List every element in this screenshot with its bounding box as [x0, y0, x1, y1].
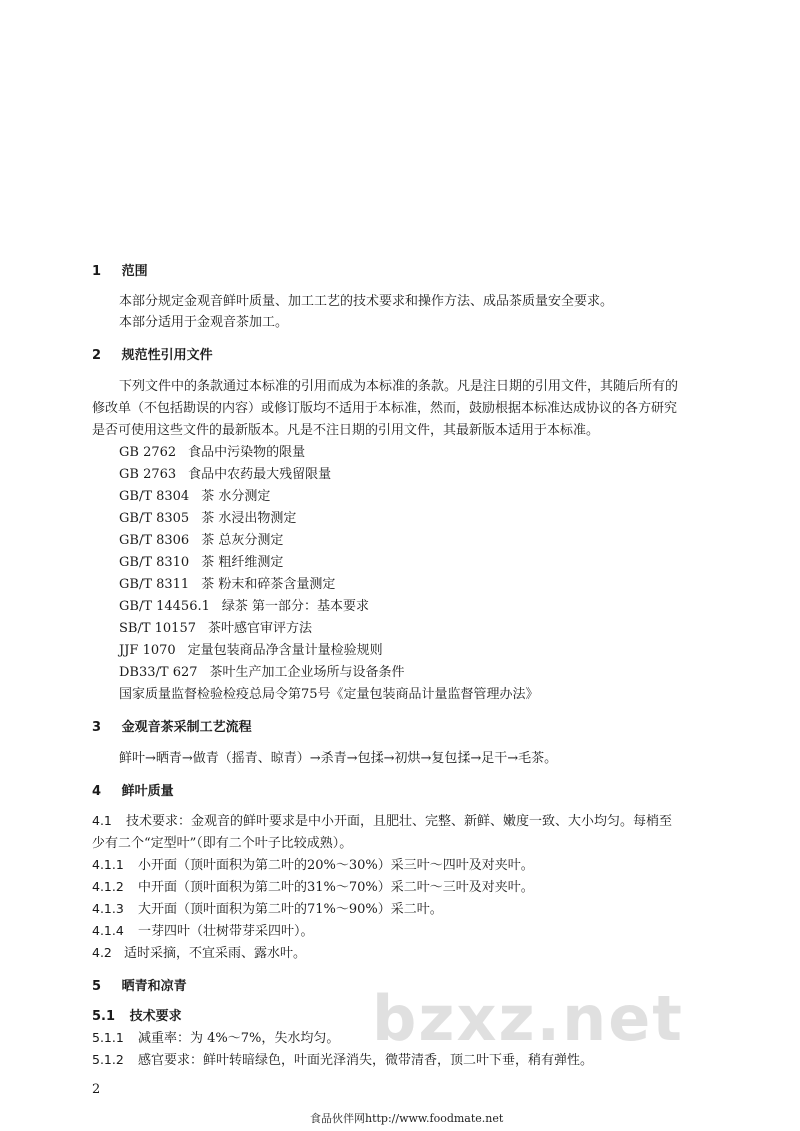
reference-code: GB 2762 [119, 445, 177, 460]
section-title: 规范性引用文件 [121, 348, 213, 363]
section-title: 金观音茶采制工艺流程 [121, 720, 252, 735]
reference-title: 茶叶感官审评方法 [208, 621, 313, 636]
paragraph-line: 是否可使用这些文件的最新版本。凡是不注日期的引用文件，其最新版本适用于本标准。 [92, 423, 600, 438]
footer-source: 食品伙伴网http://www.foodmate.net [310, 1112, 504, 1125]
clause-number: 5.1.2 [92, 1052, 124, 1067]
clause-item [92, 942, 306, 961]
section-title: 鲜叶质量 [121, 784, 174, 799]
reference-title: 绿茶 第一部分：基本要求 [221, 599, 370, 614]
clause-number: 4.1.2 [92, 879, 124, 894]
section-title: 范围 [121, 264, 148, 279]
reference-title: 茶 粗纤维测定 [201, 555, 284, 570]
reference-code: SB/T 10157 [119, 621, 196, 636]
section-1-heading [92, 260, 148, 279]
clause-number: 5.1 [92, 1009, 116, 1024]
clause-number: 4.1.1 [92, 857, 124, 872]
reference-code: GB/T 8311 [119, 577, 190, 592]
clause-text: 一芽四叶（壮树带芽采四叶）。 [138, 924, 314, 939]
section-3-heading [92, 716, 252, 735]
reference-title: 食品中农药最大残留限量 [188, 467, 332, 482]
section-5-heading [92, 975, 187, 994]
clause-number: 4.2 [92, 945, 112, 960]
reference-title: 茶 水浸出物测定 [201, 511, 297, 526]
section-number: 4 [92, 784, 102, 799]
reference-item [119, 529, 283, 548]
reference-item [119, 661, 405, 680]
clause-item [92, 876, 534, 895]
paragraph: 本部分规定金观音鲜叶质量、加工工艺的技术要求和操作方法、成品茶质量安全要求。 [119, 294, 614, 309]
clause-5-1-heading [92, 1005, 182, 1024]
reference-title: 茶 总灰分测定 [201, 533, 284, 548]
reference-title: 食品中污染物的限量 [188, 445, 306, 460]
reference-item [119, 441, 305, 460]
reference-title: 茶叶生产加工企业场所与设备条件 [209, 665, 405, 680]
section-number: 3 [92, 720, 102, 735]
reference-title: 茶 水分测定 [201, 489, 271, 504]
clause-number: 4.1 [92, 813, 112, 828]
reference-title: 定量包装商品净含量计量检验规则 [187, 643, 383, 658]
paragraph-line: 下列文件中的条款通过本标准的引用而成为本标准的条款。凡是注日期的引用文件，其随后所有的 [119, 379, 679, 394]
reference-item [119, 507, 296, 526]
section-2-heading [92, 344, 213, 363]
clause-text: 减重率：为 4%～7%，失水均匀。 [138, 1031, 340, 1046]
clause-text-continued: 少有二个“定型叶”（即有二个叶子比较成熟）。 [92, 836, 353, 851]
reference-code: JJF 1070 [119, 643, 176, 658]
reference-code: GB/T 8306 [119, 533, 190, 548]
clause-text: 中开面（顶叶面积为第二叶的31%～70%）采二叶～三叶及对夹叶。 [138, 880, 534, 895]
clause-item [92, 854, 534, 873]
section-number: 2 [92, 348, 102, 363]
reference-item [119, 617, 312, 636]
reference-code: DB33/T 627 [119, 665, 198, 680]
clause-title: 技术要求 [129, 1009, 182, 1024]
section-4-heading [92, 780, 174, 799]
page-number: 2 [92, 1082, 101, 1097]
reference-item [119, 485, 270, 504]
clause-item [92, 898, 443, 917]
paragraph-line: 修改单（不包括勘误的内容）或修订版均不适用于本标准，然而，鼓励根据本标准达成协议的各方研究 [92, 401, 678, 416]
reference-item [119, 639, 383, 658]
watermark: bzxz.net [372, 982, 684, 1055]
reference-item [119, 573, 335, 592]
clause-item [92, 1027, 339, 1046]
process-flow: 鲜叶→晒青→做青（摇青、晾青）→杀青→包揉→初烘→复包揉→足干→毛茶。 [119, 751, 558, 766]
clause-text: 小开面（顶叶面积为第二叶的20%～30%）采三叶～四叶及对夹叶。 [138, 858, 534, 873]
reference-title: 茶 粉末和碎茶含量测定 [201, 577, 336, 592]
clause-item [92, 920, 314, 939]
reference-code: GB/T 14456.1 [119, 599, 210, 614]
reference-code: GB/T 8304 [119, 489, 190, 504]
reference-item [119, 463, 331, 482]
clause-text: 感官要求：鲜叶转暗绿色，叶面光泽消失，微带清香，顶二叶下垂，稍有弹性。 [138, 1053, 594, 1068]
paragraph: 本部分适用于金观音茶加工。 [119, 315, 289, 330]
clause-number: 5.1.1 [92, 1030, 124, 1045]
reference-code: GB/T 8310 [119, 555, 190, 570]
reference-code: GB 2763 [119, 467, 177, 482]
reference-item: 国家质量监督检验检疫总局令第75号《定量包装商品计量监督管理办法》 [119, 687, 539, 702]
reference-code: GB/T 8305 [119, 511, 190, 526]
section-number: 1 [92, 264, 102, 279]
clause-number: 4.1.4 [92, 923, 124, 938]
section-number: 5 [92, 979, 102, 994]
reference-item [119, 595, 369, 614]
reference-item [119, 551, 283, 570]
clause-4-1 [92, 810, 672, 829]
clause-text: 适时采摘，不宜采雨、露水叶。 [124, 946, 307, 961]
section-title: 晒青和凉青 [121, 979, 187, 994]
clause-text: 大开面（顶叶面积为第二叶的71%～90%）采二叶。 [138, 902, 443, 917]
clause-number: 4.1.3 [92, 901, 124, 916]
clause-text: 技术要求：金观音的鲜叶要求是中小开面，且肥壮、完整、新鲜、嫩度一致、大小均匀。每梢至 [126, 814, 673, 829]
